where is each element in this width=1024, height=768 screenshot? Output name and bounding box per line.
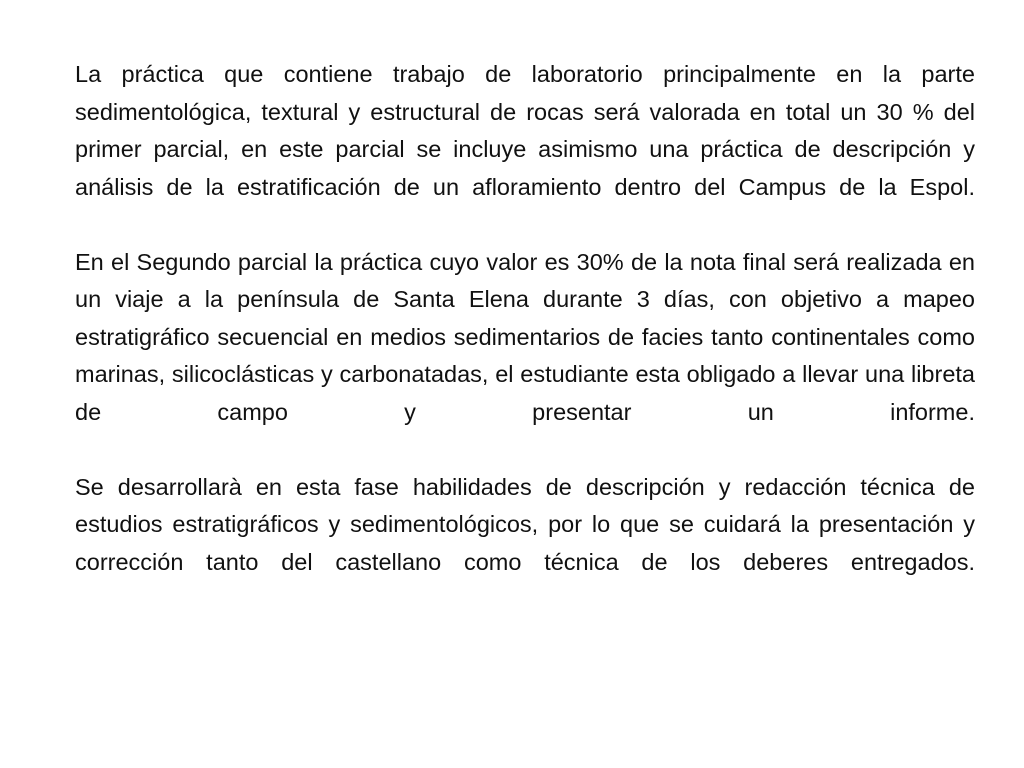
- paragraph-second-partial: En el Segundo parcial la práctica cuyo valor es 30% de la nota final será realizada en un viaje a la península de Santa Elena durante 3 días, con objetivo a mapeo estratigráfico secuencial en medios sedimentarios de facies tanto continentales como marinas, silicoclásticas y carbonatadas, el estudiante esta obligado a llevar una libreta de campo y presentar un informe.: [75, 248, 975, 425]
- slide-body: [75, 56, 975, 581]
- paragraph-first-partial: La práctica que contiene trabajo de laboratorio principalmente en la parte sedimentológica, textural y estructural de rocas será valorada en total un 30 % del primer parcial, en este parcial se incluye asimismo una práctica de descripción y análisis de la estratificación de un afloramiento dentro del Campus de la Espol.: [75, 61, 975, 200]
- paragraph-skills: Se desarrollarà en esta fase habilidades de descripción y redacción técnica de estudios estratigráficos y sedimentológicos, por lo que se cuidará la presentación y corrección tanto del castellano como técnica de los deberes entregados.: [75, 473, 975, 575]
